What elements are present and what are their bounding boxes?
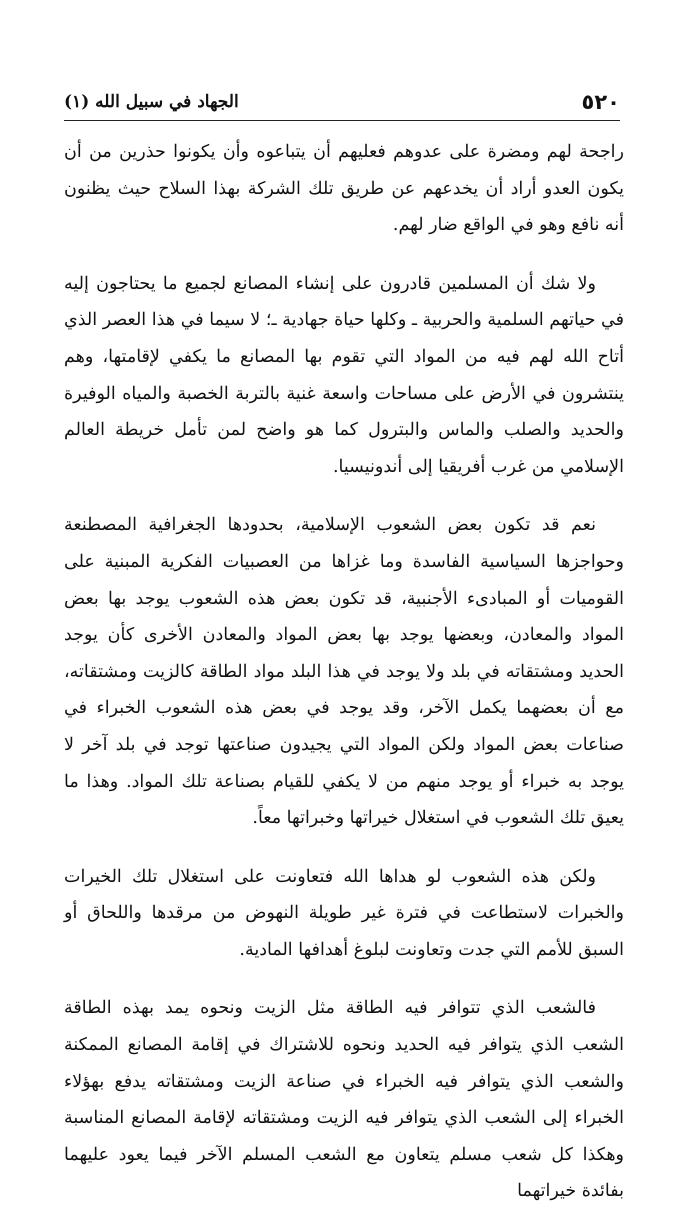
paragraph-5: فالشعب الذي تتوافر فيه الطاقة مثل الزيت ونحوه يمد بهذه الطاقة الشعب الذي يتوافر فيه الحديد ونحوه للاشتراك في إقامة المصانع الممكنة والشعب الذي يتوافر فيه الخبراء في صناعة الزيت ومشتقاته يدفع بهؤلاء الخبراء إلى الشعب الذي يتوافر فيه الزيت ومشتقاته لإقامة المصانع المناسبة وهكذا كل شعب مسلم يتعاون مع الشعب المسلم الآخر فيما يعود عليهما بفائدة خيراتهما — [64, 998, 624, 1202]
page-number: ٥٢٠ — [581, 90, 620, 114]
body-text — [64, 134, 624, 1232]
paragraph-1: راجحة لهم ومضرة على عدوهم فعليهم أن يتباعوه وأن يكونوا حذرين من أن يكون العدو أراد أن يخدعهم عن طريق تلك الشركة بهذا السلاح حيث يظنون أنه نافع وهو في الواقع ضار لهم. — [64, 142, 624, 236]
page-header — [64, 86, 620, 121]
paragraph-4: ولكن هذه الشعوب لو هداها الله فتعاونت على استغلال تلك الخيرات والخبرات لاستطاعت في فترة غير طويلة النهوض من مرقدها واللحاق أو السبق للأمم التي جدت وتعاونت لبلوغ أهدافها المادية. — [64, 866, 624, 960]
running-title: الجهاد في سبيل الله (١) — [64, 92, 239, 112]
paragraph-2: ولا شك أن المسلمين قادرون على إنشاء المصانع لجميع ما يحتاجون إليه في حياتهم السلمية والحربية ـ وكلها حياة جهادية ـ؛ لا سيما في هذا العصر الذي أتاح الله لهم فيه من المواد التي تقوم بها المصانع ما يكفي لإقامتها، وهم ينتشرون في الأرض على مساحات واسعة غنية بالتربة الخصبة والمياه الوفيرة والحديد والصلب والماس والبترول كما هو واضح لمن تأمل خريطة العالم الإسلامي من غرب أفريقيا إلى أندونيسيا. — [64, 273, 624, 477]
paragraph-3: نعم قد تكون بعض الشعوب الإسلامية، بحدودها الجغرافية المصطنعة وحواجزها السياسية الفاسدة وما غزاها من العصبيات الفكرية المبنية على القوميات أو المبادىء الأجنبية، قد تكون بعض هذه الشعوب يوجد بها بعض المواد والمعادن، وبعضها يوجد بها بعض المواد والمعادن الأخرى كأن يوجد الحديد ومشتقاته في بلد ولا يوجد في هذا البلد مواد الطاقة كالزيت ومشتقاته، مع أن بعضهما يكمل الآخر، وقد يوجد في بعض هذه الشعوب الخبراء في صناعات بعض المواد ولكن المواد التي يجيدون صناعتها توجد في بلد آخر لا يوجد به خبراء أو يوجد منهم من لا يكفي للقيام بصناعة تلك المواد. وهذا ما يعيق تلك الشعوب في استغلال خيراتها وخبراتها معاً. — [64, 515, 624, 829]
